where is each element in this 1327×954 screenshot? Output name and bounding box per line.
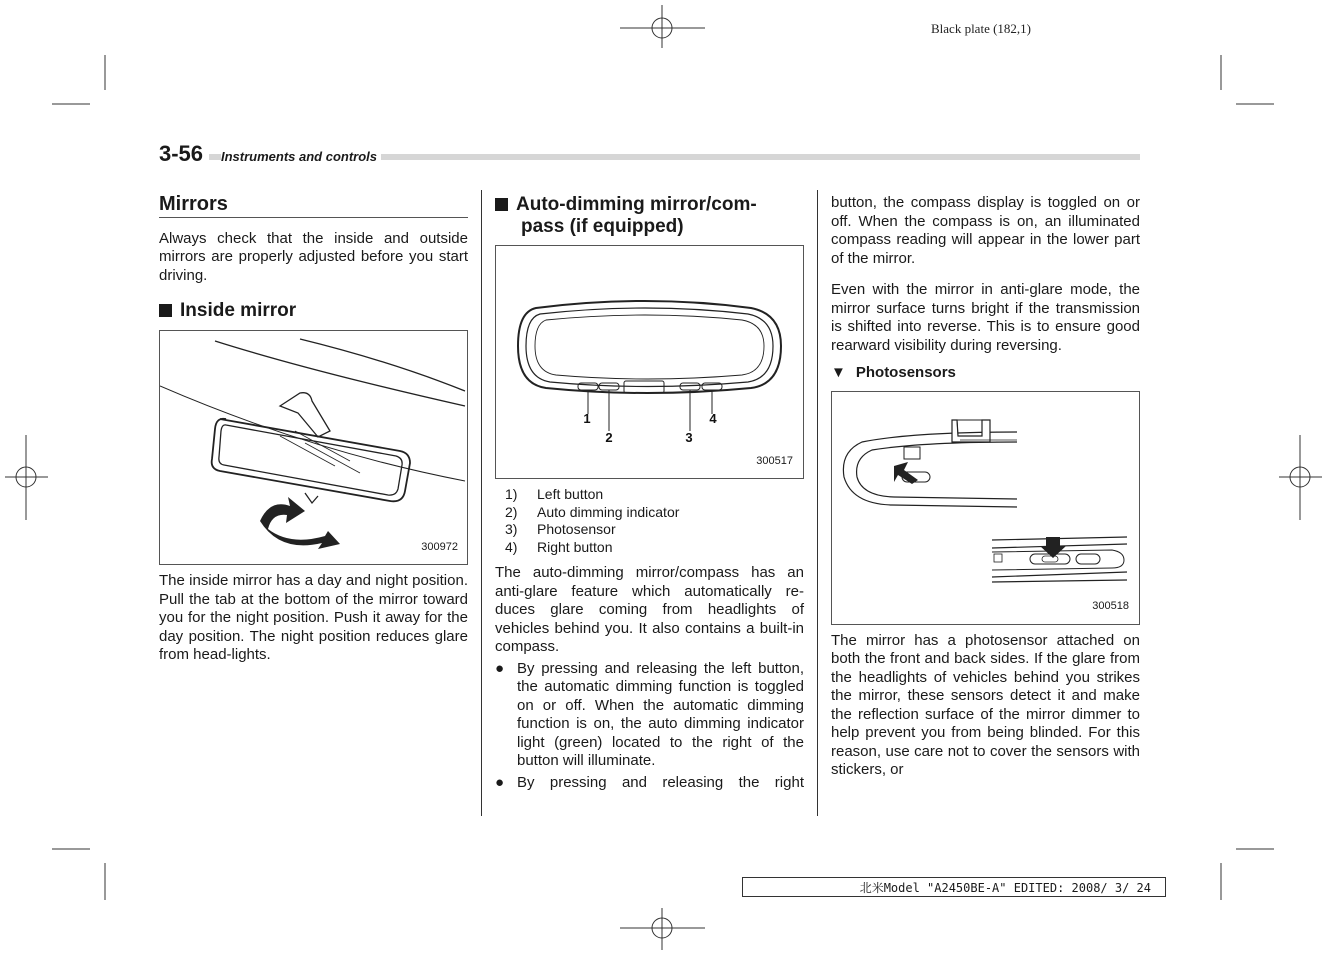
mirrors-heading: Mirrors xyxy=(159,195,468,218)
photosensors-heading xyxy=(831,364,1140,383)
plate-label: Black plate (182,1) xyxy=(931,21,1031,36)
photosensor-body: The mirror has a photosensor attached on both the front and back sides. If the glare from the headlights of vehicles behind you strikes the mirror, these sensors detect it and make the reflection surface of the mirror dimmer to help prevent you from being blinded. For this reason, use care not to cover the sensors with stickers, or xyxy=(831,631,1140,778)
column-divider xyxy=(817,190,818,816)
figure-id: 300972 xyxy=(421,540,458,553)
figure-id: 300517 xyxy=(756,454,793,467)
callout-2: 2 xyxy=(605,430,613,445)
photosensor-illustration xyxy=(832,392,1139,624)
reverse-paragraph: Even with the mirror in anti-glare mode, the mirror surface turns bright if the transmission is shifted into reverse. This is to ensure good rearward visibility during reversing. xyxy=(831,281,1140,354)
section-square-icon xyxy=(495,198,508,211)
auto-dimming-body: The auto-dimming mirror/compass has an anti-glare feature which automatically re-duces glare coming from headlights of vehicles behind you. It also contains a built-in compass. xyxy=(495,564,804,655)
callout-3: 3 xyxy=(685,430,693,445)
figure-id: 300518 xyxy=(1092,600,1129,612)
photosensor-figure xyxy=(831,391,1140,625)
inside-mirror-heading xyxy=(159,300,468,322)
bullet-icon: ● xyxy=(495,659,505,677)
legend-item: 1) Left button xyxy=(505,486,604,502)
auto-dimming-mirror-figure xyxy=(495,245,804,479)
bullet-item xyxy=(495,660,804,771)
compass-paragraph: button, the compass display is toggled on or off. When the compass is on, an illuminated compass reading will appear in the lower part of the mirror. xyxy=(831,194,1140,267)
page-number: 3-56 xyxy=(159,141,209,167)
column-2 xyxy=(495,194,804,792)
inside-mirror-body: The inside mirror has a day and night position. Pull the tab at the bottom of the mirror toward you for the night position. Push it away for the day position. The night position reduces glare from head-lights. xyxy=(159,572,468,663)
inside-mirror-illustration xyxy=(160,331,467,564)
section-square-icon xyxy=(159,304,172,317)
photosensors-heading-text: Photosensors xyxy=(855,364,956,381)
column-3 xyxy=(831,194,1140,780)
callout-1: 1 xyxy=(583,411,591,426)
legend-item: 3) Photosensor xyxy=(505,521,616,537)
inside-mirror-figure xyxy=(159,330,468,565)
column-1 xyxy=(159,195,468,665)
intro-paragraph: Always check that the inside and outside mirrors are properly adjusted before you start driving. xyxy=(159,229,468,284)
legend-item: 4) Right button xyxy=(505,538,613,555)
column-divider xyxy=(481,190,482,816)
section-title: Instruments and controls xyxy=(221,149,381,164)
triangle-down-icon: ▼ xyxy=(831,364,846,381)
bullet-item xyxy=(495,774,804,793)
figure-legend xyxy=(495,486,804,556)
bullet-text: By pressing and releasing the left button, the automatic dimming function is toggled on or off. When the automatic dimming function is on, the auto dimming indicator light (green) located to the right of the button will illuminate. xyxy=(517,659,804,769)
bullet-icon: ● xyxy=(495,773,505,791)
bullet-text: By pressing and releasing the right xyxy=(517,773,804,791)
auto-dimming-heading xyxy=(495,194,804,238)
auto-dimming-heading-line1: Auto-dimming mirror/com- xyxy=(516,194,757,215)
inside-mirror-heading-text: Inside mirror xyxy=(180,300,297,321)
callout-4: 4 xyxy=(709,411,717,426)
legend-item: 2) Auto dimming indicator xyxy=(505,503,680,520)
footer-edition-box: 北米Model "A2450BE-A" EDITED: 2008/ 3/ 24 xyxy=(742,877,1166,897)
auto-dimming-mirror-illustration xyxy=(496,246,803,478)
auto-dimming-heading-line2: pass (if equipped) xyxy=(521,216,684,237)
